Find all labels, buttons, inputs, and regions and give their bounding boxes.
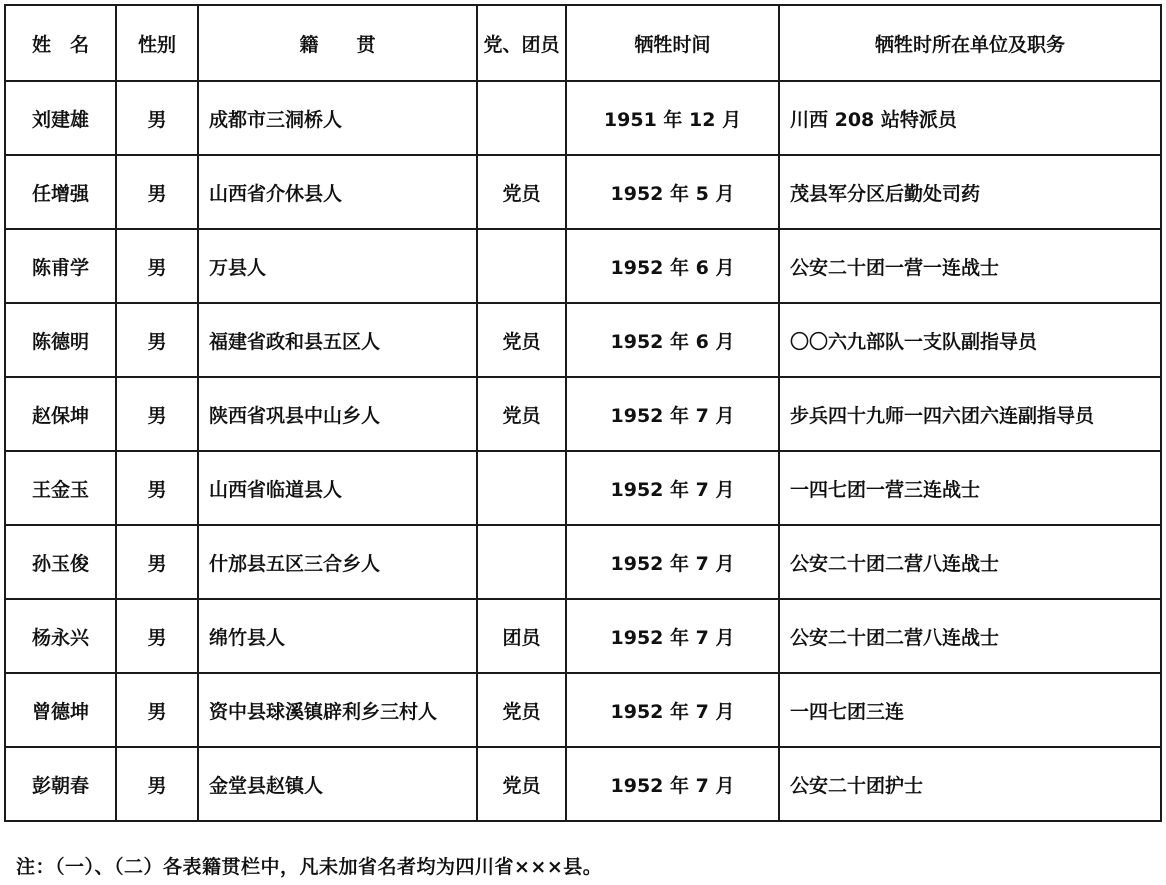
cell-name: 陈甫学	[5, 229, 116, 303]
cell-sex: 男	[116, 599, 198, 673]
cell-name: 任增强	[5, 155, 116, 229]
column-header-origin: 籍 贯	[198, 5, 477, 81]
table-row	[5, 673, 1161, 747]
column-header-unit: 牺牲时所在单位及职务	[779, 5, 1161, 81]
cell-sex: 男	[116, 451, 198, 525]
cell-time: 1952 年 7 月	[566, 451, 779, 525]
cell-name: 陈德明	[5, 303, 116, 377]
cell-sex: 男	[116, 81, 198, 155]
cell-time: 1952 年 7 月	[566, 599, 779, 673]
column-header-time: 牺牲时间	[566, 5, 779, 81]
table-row	[5, 377, 1161, 451]
cell-name: 刘建雄	[5, 81, 116, 155]
cell-sex: 男	[116, 525, 198, 599]
table-row	[5, 229, 1161, 303]
cell-party	[477, 451, 566, 525]
cell-sex: 男	[116, 377, 198, 451]
cell-origin: 山西省介休县人	[198, 155, 477, 229]
cell-origin: 陕西省巩县中山乡人	[198, 377, 477, 451]
cell-unit: 〇〇六九部队一支队副指导员	[779, 303, 1161, 377]
cell-time: 1952 年 7 月	[566, 525, 779, 599]
column-header-sex: 性别	[116, 5, 198, 81]
column-header-party: 党、团员	[477, 5, 566, 81]
cell-unit: 茂县军分区后勤处司药	[779, 155, 1161, 229]
table-row	[5, 303, 1161, 377]
cell-party: 党员	[477, 673, 566, 747]
cell-name: 杨永兴	[5, 599, 116, 673]
cell-sex: 男	[116, 673, 198, 747]
table-footnote: 注：（一）、（二）各表籍贯栏中，凡未加省名者均为四川省×××县。	[16, 856, 603, 878]
cell-party: 党员	[477, 155, 566, 229]
cell-origin: 金堂县赵镇人	[198, 747, 477, 821]
header-row	[5, 5, 1161, 81]
cell-time: 1952 年 7 月	[566, 673, 779, 747]
cell-name: 王金玉	[5, 451, 116, 525]
cell-time: 1951 年 12 月	[566, 81, 779, 155]
cell-unit: 公安二十团二营八连战士	[779, 525, 1161, 599]
cell-sex: 男	[116, 747, 198, 821]
cell-party: 团员	[477, 599, 566, 673]
cell-unit: 步兵四十九师一四六团六连副指导员	[779, 377, 1161, 451]
cell-unit: 一四七团一营三连战士	[779, 451, 1161, 525]
cell-unit: 川西 208 站特派员	[779, 81, 1161, 155]
cell-time: 1952 年 6 月	[566, 303, 779, 377]
table-row	[5, 155, 1161, 229]
cell-unit: 公安二十团护士	[779, 747, 1161, 821]
cell-origin: 福建省政和县五区人	[198, 303, 477, 377]
table-row	[5, 747, 1161, 821]
table-row	[5, 525, 1161, 599]
cell-unit: 一四七团三连	[779, 673, 1161, 747]
cell-time: 1952 年 7 月	[566, 747, 779, 821]
cell-unit: 公安二十团一营一连战士	[779, 229, 1161, 303]
cell-time: 1952 年 6 月	[566, 229, 779, 303]
table-row	[5, 81, 1161, 155]
cell-party: 党员	[477, 747, 566, 821]
cell-sex: 男	[116, 229, 198, 303]
cell-origin: 绵竹县人	[198, 599, 477, 673]
table-row	[5, 451, 1161, 525]
table-row	[5, 599, 1161, 673]
cell-name: 孙玉俊	[5, 525, 116, 599]
cell-unit: 公安二十团二营八连战士	[779, 599, 1161, 673]
cell-origin: 什邡县五区三合乡人	[198, 525, 477, 599]
cell-time: 1952 年 7 月	[566, 377, 779, 451]
cell-name: 赵保坤	[5, 377, 116, 451]
cell-sex: 男	[116, 155, 198, 229]
cell-origin: 山西省临道县人	[198, 451, 477, 525]
cell-party: 党员	[477, 303, 566, 377]
cell-time: 1952 年 5 月	[566, 155, 779, 229]
cell-party	[477, 229, 566, 303]
cell-origin: 万县人	[198, 229, 477, 303]
column-header-name: 姓 名	[5, 5, 116, 81]
cell-name: 彭朝春	[5, 747, 116, 821]
cell-party	[477, 525, 566, 599]
cell-party	[477, 81, 566, 155]
cell-party: 党员	[477, 377, 566, 451]
cell-sex: 男	[116, 303, 198, 377]
cell-name: 曾德坤	[5, 673, 116, 747]
cell-origin: 成都市三洞桥人	[198, 81, 477, 155]
cell-origin: 资中县球溪镇辟利乡三村人	[198, 673, 477, 747]
martyr-register-table	[4, 4, 1162, 822]
